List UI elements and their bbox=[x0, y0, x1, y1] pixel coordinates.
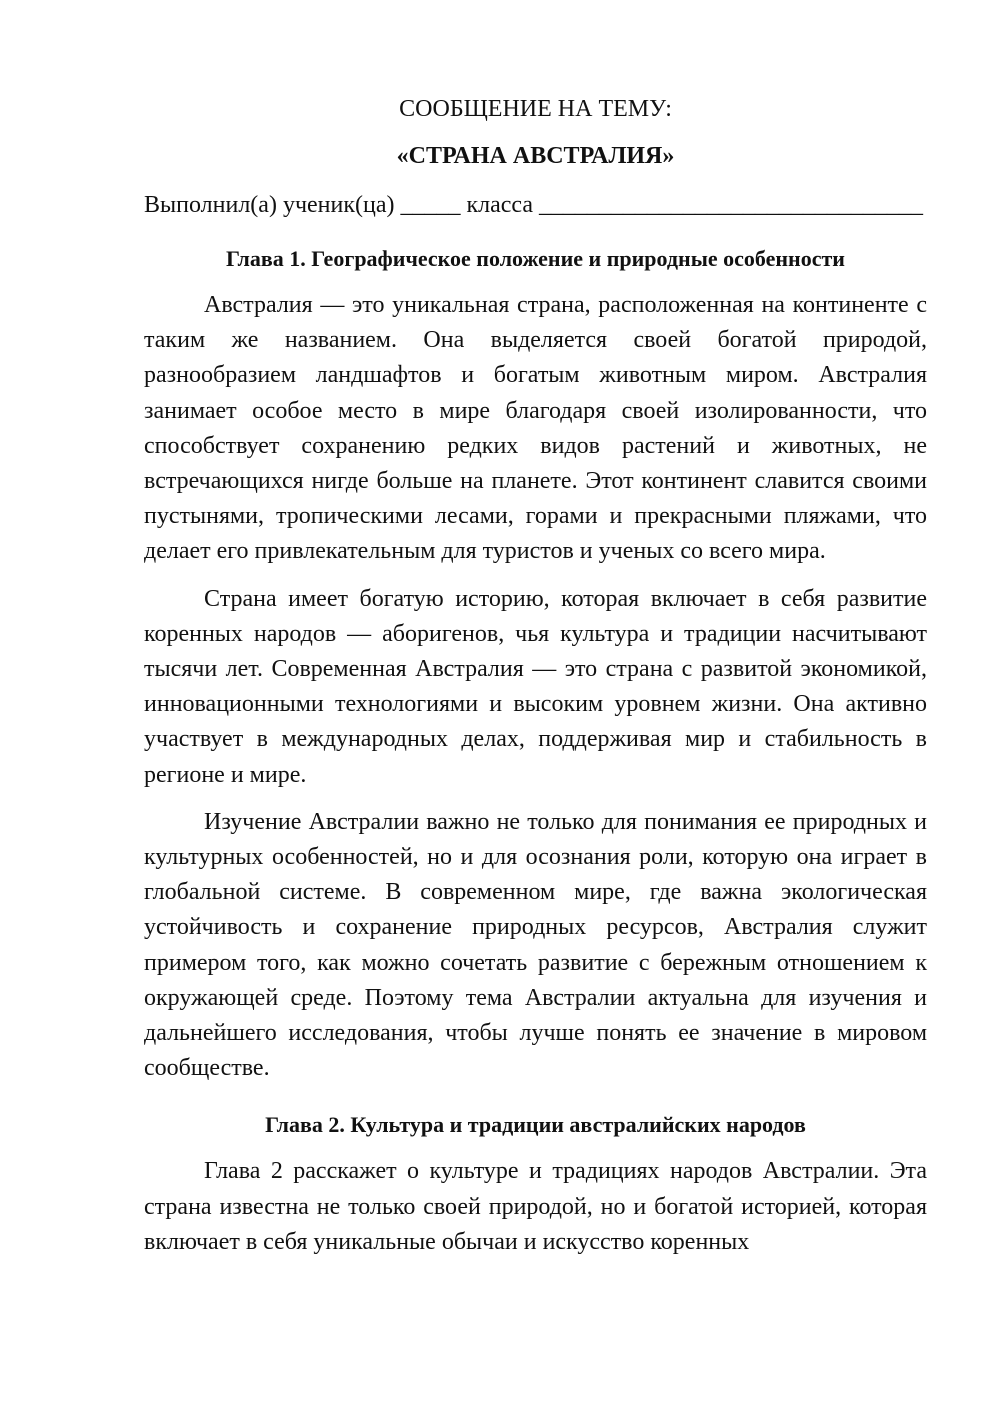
document-title: СООБЩЕНИЕ НА ТЕМУ: bbox=[399, 96, 672, 122]
chapter-1-paragraph-1: Австралия — это уникальная страна, расположенная на континенте с таким же названием. Она выделяется своей богатой природой, разнообразием ландшафтов и богатым животным миром. Австралия занимает особое место в мире благодаря своей изолированности, что способствует сохранению редких видов растений и животных, не встречающихся нигде больше на планете. Этот континент славится своими пустынями, тропическими лесами, горами и прекрасными пляжами, что делает его привлекательным для туристов и ученых со всего мира. bbox=[144, 292, 927, 565]
chapter-1-paragraph-2: Страна имеет богатую историю, которая включает в себя развитие коренных народов — аборигенов, чья культура и традиции насчитывают тысячи лет. Современная Австралия — это страна с развитой экономикой, инновационными технологиями и высоким уровнем жизни. Она активно участвует в международных делах, поддерживая мир и стабильность в регионе и мире. bbox=[144, 585, 927, 788]
chapter-1-body bbox=[144, 288, 927, 1086]
author-line: Выполнил(а) ученик(ца) _____ класса ________________________________ bbox=[144, 192, 924, 218]
chapter-1-heading: Глава 1. Географическое положение и природные особенности bbox=[226, 246, 845, 271]
chapter-2-body bbox=[144, 1154, 927, 1260]
chapter-2-paragraph-1: Глава 2 расскажет о культуре и традициях народов Австралии. Эта страна известна не только своей природой, но и богатой историей, которая включает в себя уникальные обычаи и искусство коренных bbox=[144, 1158, 927, 1255]
chapter-1-paragraph-3: Изучение Австралии важно не только для понимания ее природных и культурных особенностей, но и для осознания роли, которую она играет в глобальной системе. В современном мире, где важна экологическая устойчивость и сохранение природных ресурсов, Австралия служит примером того, как можно сочетать развитие с бережным отношением к окружающей среде. Поэтому тема Австралии актуальна для изучения и дальнейшего исследования, чтобы лучше понять ее значение в мировом сообществе. bbox=[144, 808, 927, 1082]
document-topic: «СТРАНА АВСТРАЛИЯ» bbox=[396, 143, 675, 169]
chapter-2-heading: Глава 2. Культура и традиции австралийских народов bbox=[265, 1112, 806, 1138]
document-content bbox=[144, 92, 927, 1260]
